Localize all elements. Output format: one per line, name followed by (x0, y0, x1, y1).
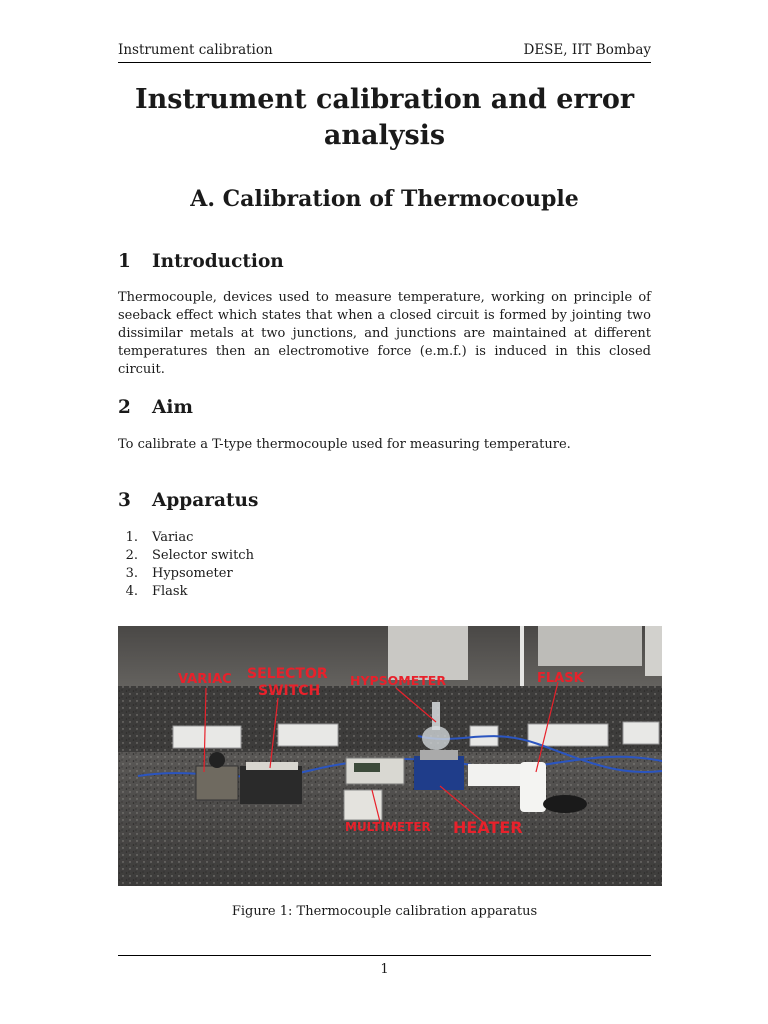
label-selector-line2: SWITCH (258, 683, 321, 699)
apparatus-list (118, 529, 254, 601)
section-title: Aim (152, 397, 193, 418)
footer-rule (118, 955, 651, 956)
introduction-paragraph: Thermocouple, devices used to measure temperature, working on principle of seeback effect which states that when a closed circuit is formed by jointing two dissimilar metals at two junctions, and junctions are maintained at different temperatures then an electromotive force (e.m.f.) is induced in this closed circuit. (118, 290, 651, 377)
apparatus-photo (118, 626, 662, 886)
list-item-label: Variac (152, 530, 194, 545)
label-hypsometer: HYPSOMETER (350, 673, 446, 688)
list-item-number: 4. (125, 584, 138, 599)
list-item-label: Flask (152, 584, 188, 599)
figure-caption: Figure 1: Thermocouple calibration apparatus (231, 904, 538, 919)
section-heading-apparatus (118, 490, 258, 511)
list-item (118, 583, 254, 601)
running-header (118, 42, 651, 63)
header-left: Instrument calibration (118, 42, 273, 58)
section-number: 3 (118, 490, 131, 511)
page-number: 1 (380, 962, 389, 977)
section-number: 2 (118, 397, 131, 418)
list-item-label: Hypsometer (152, 566, 233, 581)
label-selector-line1: SELECTOR (247, 666, 328, 682)
aim-paragraph: To calibrate a T-type thermocouple used for measuring temperature. (118, 437, 571, 452)
list-item-number: 3. (125, 566, 138, 581)
label-heater: HEATER (453, 818, 523, 837)
document-title: Instrument calibration and error analysis (134, 84, 635, 151)
label-flask: FLASK (537, 671, 584, 686)
section-heading-aim (118, 397, 193, 418)
list-item (118, 529, 254, 547)
list-item (118, 547, 254, 565)
list-item-number: 2. (125, 548, 138, 563)
section-title: Apparatus (152, 490, 259, 511)
section-title: Introduction (152, 251, 284, 272)
apparatus-photo-svg (118, 626, 662, 886)
list-item-number: 1. (125, 530, 138, 545)
label-multimeter: MULTIMETER (345, 820, 431, 834)
section-number: 1 (118, 251, 131, 272)
section-heading-introduction (118, 251, 284, 272)
document-subtitle: A. Calibration of Thermocouple (190, 186, 579, 212)
list-item (118, 565, 254, 583)
header-right: DESE, IIT Bombay (523, 42, 651, 58)
label-variac: VARIAC (178, 672, 232, 687)
list-item-label: Selector switch (152, 548, 254, 563)
